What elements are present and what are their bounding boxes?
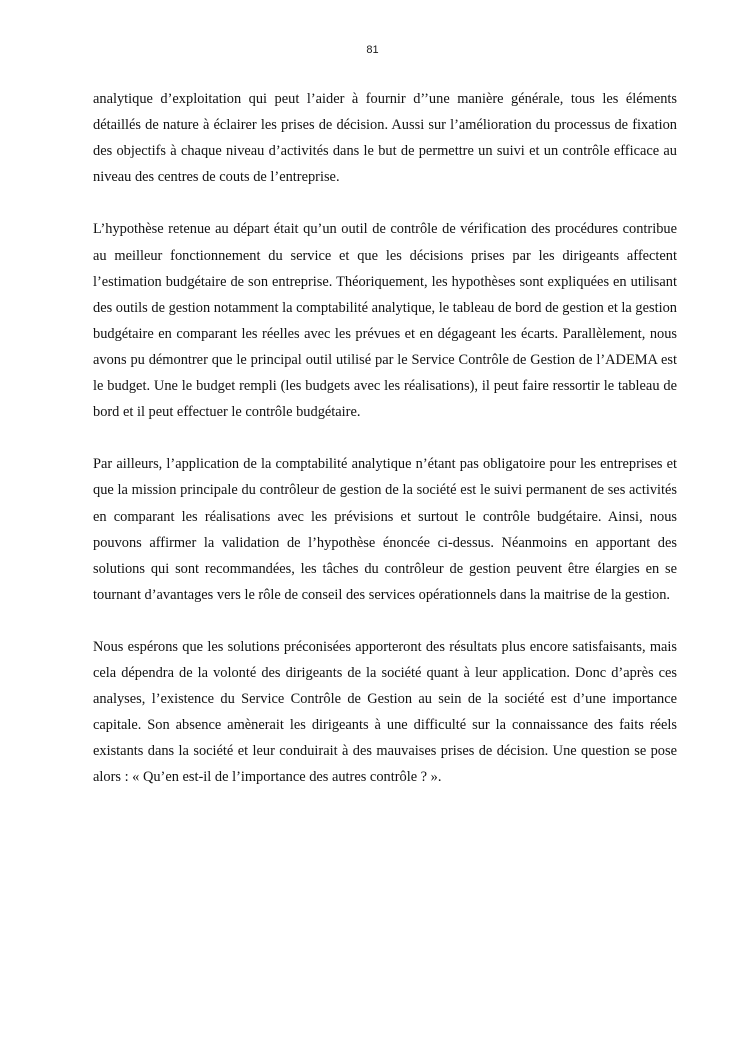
paragraph-2: L’hypothèse retenue au départ était qu’un outil de contrôle de vérification des procédures contribue au meilleur fonctionnement du service et que les décisions prises par les dirigeants affectent l’estimation budgétaire de son entreprise. Théoriquement, les hypothèses sont expliquées en utilisant des outils de gestion notamment la comptabilité analytique, le tableau de bord de gestion et la gestion budgétaire en comparant les réelles avec les prévues et en dégageant les écarts. Parallèlement, nous avons pu démontrer que le principal outil utilisé par le Service Contrôle de Gestion de l’ADEMA est le budget. Une le budget rempli (les budgets avec les réalisations), il peut faire ressortir le tableau de bord et il peut effectuer le contrôle budgétaire.: [93, 221, 677, 421]
paragraph-3: Par ailleurs, l’application de la comptabilité analytique n’étant pas obligatoire pour les entreprises et que la mission principale du contrôleur de gestion de la société est le suivi permanent de ses activités en comparant les réalisations avec les prévisions et surtout le contrôle budgétaire. Ainsi, nous pouvons affirmer la validation de l’hypothèse énoncée ci-dessus. Néanmoins en apportant des solutions qui sont recommandées, les tâches du contrôleur de gestion peuvent être élargies en se tournant d’avantages vers le rôle de conseil des services opérationnels dans la maitrise de la gestion.: [93, 456, 677, 603]
body-text: [93, 86, 677, 817]
page-number: 81: [366, 44, 379, 56]
paragraph-4: Nous espérons que les solutions préconisées apporteront des résultats plus encore satisfaisants, mais cela dépendra de la volonté des dirigeants de la société quant à leur application. Donc d’après ces analyses, l’existence du Service Contrôle de Gestion au sein de la société est d’une importance capitale. Son absence amènerait les dirigeants à une difficulté sur la connaissance des faits réels existants dans la société et leur conduirait à des mauvaises prises de décision. Une question se pose alors : « Qu’en est-il de l’importance des autres contrôle ? ».: [93, 638, 677, 786]
paragraph-1: analytique d’exploitation qui peut l’aider à fournir d’’une manière générale, tous les éléments détaillés de nature à éclairer les prises de décision. Aussi sur l’amélioration du processus de fixation des objectifs à chaque niveau d’activités dans le but de permettre un suivi et un contrôle efficace au niveau des centres de couts de l’entreprise.: [93, 91, 677, 186]
